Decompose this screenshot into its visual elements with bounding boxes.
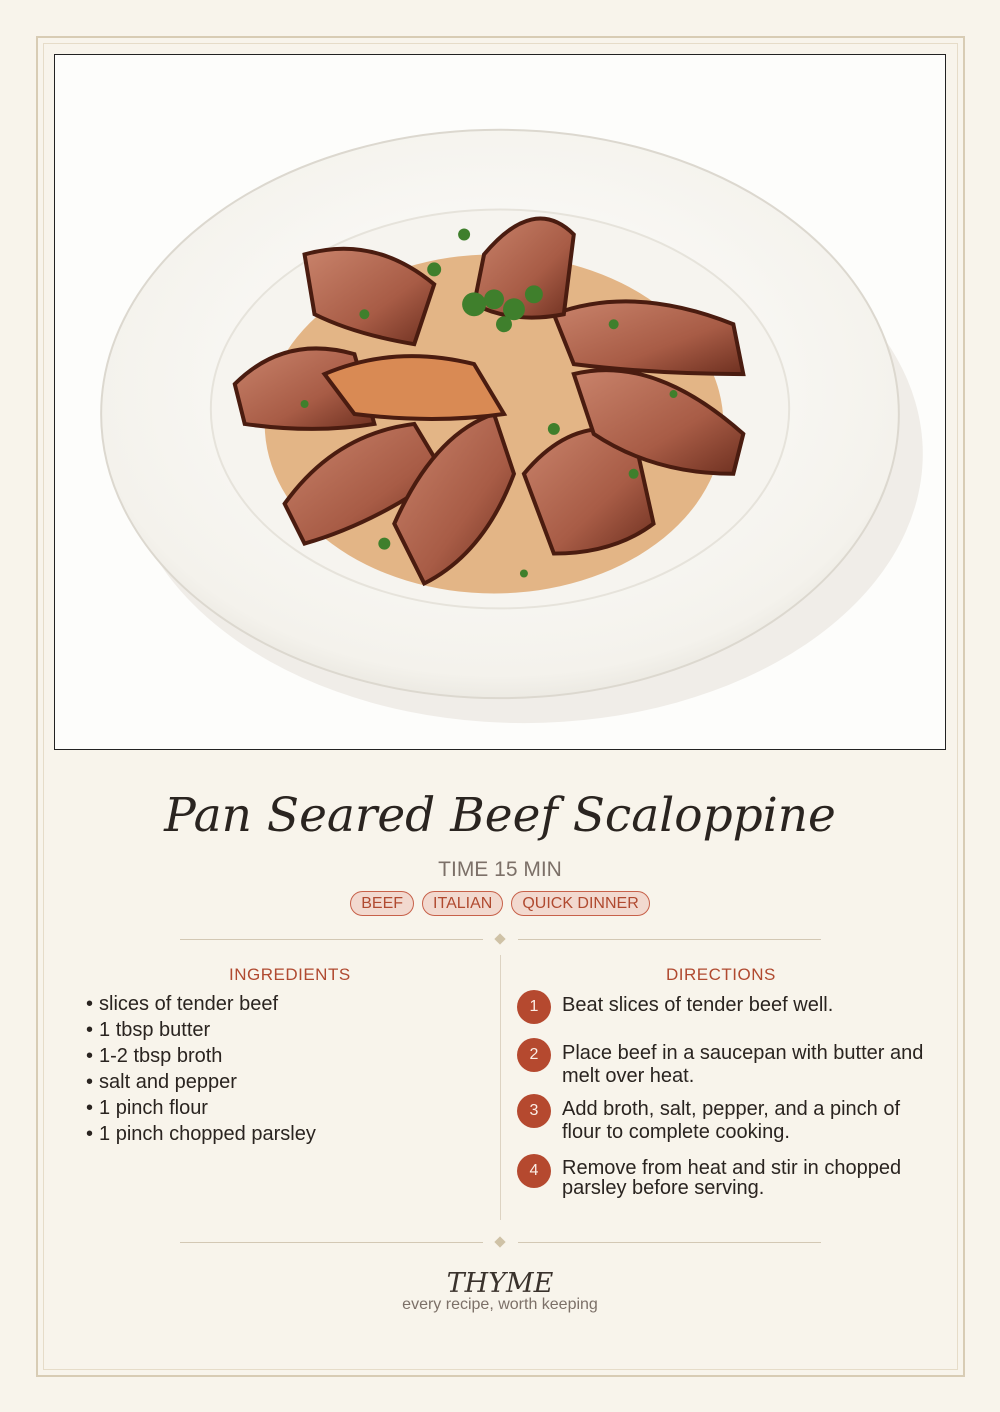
ingredients-heading: INGREDIENTS	[229, 965, 351, 984]
ingredient-item: • slices of tender beef	[86, 992, 486, 1018]
ingredient-item: • 1-2 tbsp broth	[86, 1044, 486, 1070]
step-number-badge: 4	[517, 1154, 551, 1188]
step-number-badge: 2	[517, 1038, 551, 1072]
ingredient-item: • salt and pepper	[86, 1070, 486, 1096]
brand-tagline: every recipe, worth keeping	[402, 1296, 598, 1313]
step-text: Remove from heat and stir in chopped parsley before serving.	[562, 1157, 902, 1199]
tag-italian[interactable]: ITALIAN	[422, 891, 503, 916]
tag-list	[0, 891, 1000, 916]
ingredient-item: • 1 tbsp butter	[86, 1018, 486, 1044]
recipe-title: Pan Seared Beef Scaloppine	[164, 788, 836, 843]
step-text: Beat slices of tender beef well.	[562, 994, 834, 1016]
directions-heading: DIRECTIONS	[666, 965, 776, 984]
step-text: Place beef in a saucepan with butter and melt over heat.	[562, 1042, 924, 1087]
ingredient-item: • 1 pinch flour	[86, 1096, 486, 1122]
ingredients-list	[86, 992, 486, 1148]
ingredient-item: • 1 pinch chopped parsley	[86, 1122, 486, 1148]
brand-logo-text: THYME	[446, 1268, 554, 1299]
step-number-badge: 3	[517, 1094, 551, 1128]
tag-beef[interactable]: BEEF	[350, 891, 414, 916]
step-text: Add broth, salt, pepper, and a pinch of flour to complete cooking.	[562, 1098, 901, 1143]
tag-quick-dinner[interactable]: QUICK DINNER	[511, 891, 649, 916]
column-divider	[500, 955, 501, 1220]
section-divider-bottom	[180, 1242, 821, 1243]
section-divider-top	[180, 939, 821, 940]
step-number-badge: 1	[517, 990, 551, 1024]
recipe-photo	[54, 54, 946, 750]
cook-time: TIME 15 MIN	[438, 858, 562, 881]
